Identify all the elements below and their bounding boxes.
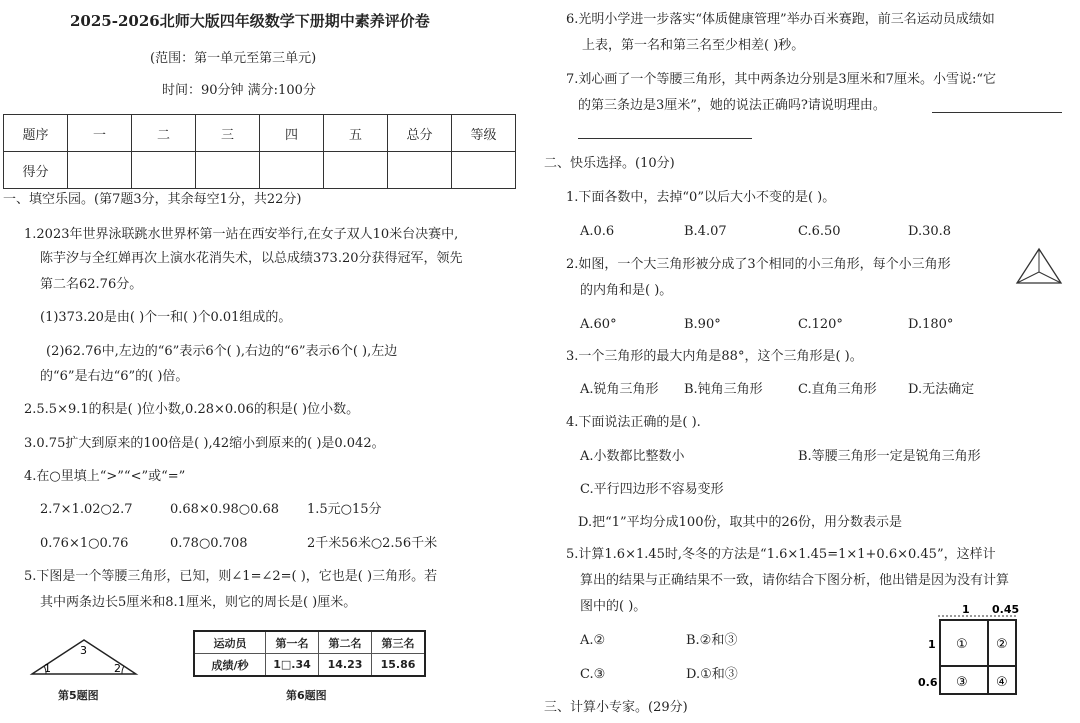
score-header: 二 <box>132 115 196 152</box>
athletes-cell: 15.86 <box>372 654 426 677</box>
area-model-figure <box>916 602 1022 698</box>
option[interactable]: B.4.07 <box>684 224 727 239</box>
angle-label: 2 <box>114 662 121 675</box>
q3-text: 3.0.75扩大到原来的100倍是( ),42缩小到原来的( )是0.042。 <box>24 436 385 451</box>
option[interactable]: C.③ <box>580 667 606 682</box>
q1-text: 陈芋汐与全红婵再次上演水花消失术，以总成绩373.20分获得冠军，领先 <box>40 251 463 266</box>
angle-label: 1 <box>44 662 51 675</box>
score-cell[interactable] <box>196 152 260 189</box>
option[interactable]: A.② <box>580 633 606 648</box>
score-header: 题序 <box>4 115 68 152</box>
option[interactable]: C.平行四边形不容易变形 <box>580 482 724 497</box>
athletes-header: 第一名 <box>266 631 319 654</box>
q6-text: 上表，第一名和第三名至少相差( )秒。 <box>582 38 805 53</box>
option[interactable]: A.60° <box>580 317 617 332</box>
q7-text: 的第三条边是3厘米”，她的说法正确吗?请说明理由。 <box>578 98 886 113</box>
paper-time-score: 时间：90分钟 满分:100分 <box>162 83 316 98</box>
q2-text: 2.5.5×9.1的积是( )位小数,0.28×0.06的积是( )位小数。 <box>24 402 360 417</box>
athletes-cell: 14.23 <box>319 654 372 677</box>
athletes-table <box>193 630 426 677</box>
option[interactable]: B.等腰三角形一定是锐角三角形 <box>798 449 981 464</box>
option[interactable]: B.钝角三角形 <box>684 382 763 397</box>
score-header: 五 <box>324 115 388 152</box>
section2-title: 二、快乐选择。(10分) <box>544 156 675 171</box>
dimension-label: 1 <box>962 603 970 616</box>
option[interactable]: D.把“1”平均分成100份，取其中的26份，用分数表示是 <box>578 515 903 530</box>
score-header: 三 <box>196 115 260 152</box>
cell-label: ④ <box>996 675 1008 690</box>
option[interactable]: D.无法确定 <box>908 382 975 397</box>
answer-line[interactable] <box>932 112 1062 113</box>
score-cell[interactable] <box>260 152 324 189</box>
paper-scope: (范围：第一单元至第三单元) <box>150 51 317 66</box>
score-table <box>3 114 516 189</box>
q4-item: 2千米56米○2.56千米 <box>307 536 438 551</box>
athletes-header: 第二名 <box>319 631 372 654</box>
angle-label: 3 <box>80 644 87 657</box>
s2-q2-text: 的内角和是( )。 <box>580 283 673 298</box>
cell-label: ① <box>956 637 968 652</box>
q7-text: 7.刘心画了一个等腰三角形，其中两条边分别是3厘米和7厘米。小雪说:“它 <box>566 72 996 87</box>
athletes-cell: 1□.34 <box>266 654 319 677</box>
option[interactable]: C.120° <box>798 317 843 332</box>
option[interactable]: A.0.6 <box>580 224 615 239</box>
option[interactable]: D.180° <box>908 317 954 332</box>
q1-sub1: (1)373.20是由( )个一和( )个0.01组成的。 <box>40 310 292 325</box>
s2-q5-text: 算出的结果与正确结果不一致，请你结合下图分析，他出错是因为没有计算 <box>580 573 1010 588</box>
s2-q4-text: 4.下面说法正确的是( ). <box>566 415 701 430</box>
q1-sub2: (2)62.76中,左边的“6”表示6个( ),右边的“6”表示6个( ),左边 <box>46 344 398 359</box>
athletes-header: 运动员 <box>194 631 266 654</box>
option[interactable]: D.①和③ <box>686 667 738 682</box>
q4-item: 2.7×1.02○2.7 <box>40 502 133 517</box>
divided-triangle-figure <box>1014 246 1064 286</box>
q1-sub2: 的“6”是右边“6”的( )倍。 <box>40 369 189 384</box>
q4-text: 4.在○里填上“>”“<”或“=” <box>24 469 186 484</box>
dimension-label: 0.45 <box>992 603 1020 616</box>
s2-q3-text: 3.一个三角形的最大内角是88°，这个三角形是( )。 <box>566 349 863 364</box>
q5-text: 其中两条边长5厘米和8.1厘米，则它的周长是( )厘米。 <box>40 595 357 610</box>
score-cell[interactable] <box>452 152 516 189</box>
option[interactable]: A.锐角三角形 <box>580 382 659 397</box>
isosceles-triangle-figure <box>28 636 140 678</box>
section1-title: 一、填空乐园。(第7题3分，其余每空1分，共22分) <box>3 192 302 207</box>
paper-title: 2025-2026北师大版四年级数学下册期中素养评价卷 <box>70 12 430 30</box>
score-header: 四 <box>260 115 324 152</box>
s2-q2-text: 2.如图，一个大三角形被分成了3个相同的小三角形，每个小三角形 <box>566 257 951 272</box>
section3-title: 三、计算小专家。(29分) <box>544 700 688 715</box>
score-header: 总分 <box>388 115 452 152</box>
option[interactable]: B.②和③ <box>686 633 738 648</box>
score-row-label: 得分 <box>4 152 68 189</box>
score-header: 等级 <box>452 115 516 152</box>
athletes-cell: 成绩/秒 <box>194 654 266 677</box>
option[interactable]: B.90° <box>684 317 721 332</box>
option[interactable]: C.直角三角形 <box>798 382 877 397</box>
q1-text: 1.2023年世界泳联跳水世界杯第一站在西安举行,在女子双人10米台决赛中, <box>24 227 459 242</box>
athletes-header: 第三名 <box>372 631 426 654</box>
score-header: 一 <box>68 115 132 152</box>
score-cell[interactable] <box>132 152 196 189</box>
dimension-label: 1 <box>928 638 936 651</box>
score-cell[interactable] <box>324 152 388 189</box>
q4-item: 0.78○0.708 <box>170 536 248 551</box>
cell-label: ③ <box>956 675 968 690</box>
score-cell[interactable] <box>68 152 132 189</box>
s2-q5-text: 图中的( )。 <box>580 599 647 614</box>
q5-text: 5.下图是一个等腰三角形，已知，则∠1=∠2=( )，它也是( )三角形。若 <box>24 569 438 584</box>
answer-line[interactable] <box>578 138 752 139</box>
s2-q5-text: 5.计算1.6×1.45时,冬冬的方法是“1.6×1.45=1×1+0.6×0.45”，这样计 <box>566 547 996 562</box>
score-cell[interactable] <box>388 152 452 189</box>
q4-item: 0.68×0.98○0.68 <box>170 502 280 517</box>
s2-q1-text: 1.下面各数中，去掉“0”以后大小不变的是( )。 <box>566 190 836 205</box>
q4-item: 1.5元○15分 <box>307 502 382 517</box>
option[interactable]: C.6.50 <box>798 224 841 239</box>
fig5-caption: 第5题图 <box>58 689 99 702</box>
q1-text: 第二名62.76分。 <box>40 277 143 292</box>
q6-text: 6.光明小学进一步落实“体质健康管理”举办百米赛跑，前三名运动员成绩如 <box>566 12 995 27</box>
option[interactable]: D.30.8 <box>908 224 952 239</box>
cell-label: ② <box>996 637 1008 652</box>
q4-item: 0.76×1○0.76 <box>40 536 129 551</box>
option[interactable]: A.小数都比整数小 <box>580 449 685 464</box>
fig6-caption: 第6题图 <box>286 689 327 702</box>
dimension-label: 0.6 <box>918 676 938 689</box>
